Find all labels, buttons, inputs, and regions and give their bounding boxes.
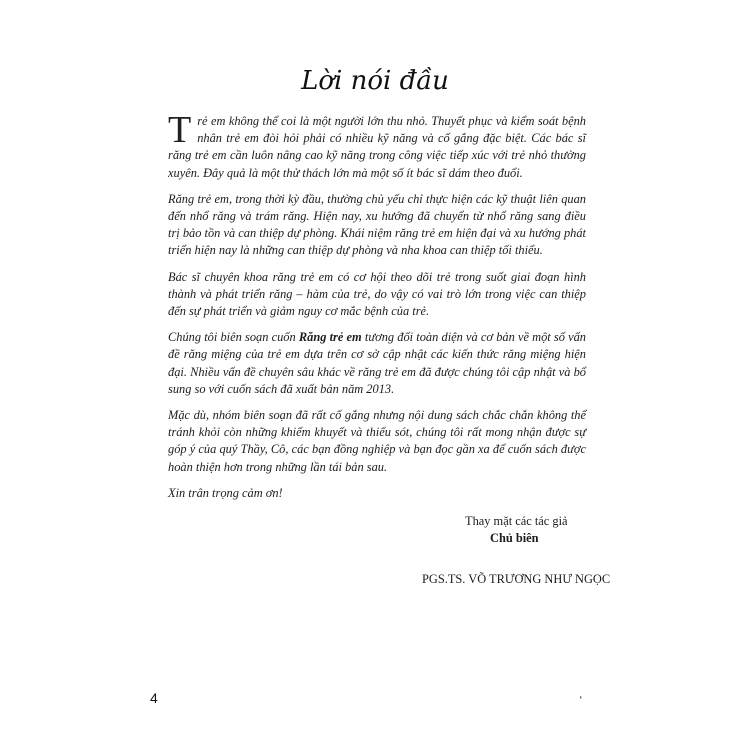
paragraph-5: Mặc dù, nhóm biên soạn đã rất cố gắng nhưng nội dung sách chắc chắn không thể tránh khỏi còn những khiếm khuyết và thiếu sót, chúng tôi rất mong nhận được sự góp ý của quý Thầy, Cô, các bạn đồng nghiệp và bạn đọc gần xa để cuốn sách được hoàn thiện hơn trong những lần tái bản sau. bbox=[168, 408, 586, 474]
book-title-bold: Răng trẻ em bbox=[298, 330, 362, 345]
preface-body bbox=[168, 109, 586, 511]
paragraph-4 bbox=[168, 329, 586, 398]
corner-mark: ʻ bbox=[579, 694, 583, 706]
paragraph-1 bbox=[168, 109, 586, 182]
paragraph-1-text: rẻ em không thể coi là một người lớn thu nhỏ. Thuyết phục và kiểm soát bệnh nhân trẻ em đòi hỏi phải có nhiều kỹ năng và cố gắng đặc biệt. Các bác sĩ răng trẻ em cần luôn nâng cao kỹ năng trong công việc tiếp xúc với trẻ nhỏ thường xuyên. Đây quả là một thử thách lớn mà một số ít bác sĩ dám theo đuổi. bbox=[168, 114, 586, 180]
paragraph-3: Bác sĩ chuyên khoa răng trẻ em có cơ hội theo dõi trẻ trong suốt giai đoạn hình thành và phát triển răng – hàm của trẻ, do vậy có vai trò lớn trong việc can thiệp đến sự phát triển và giảm nguy cơ mắc bệnh của trẻ. bbox=[168, 269, 586, 319]
paragraph-4-lead: Chúng tôi biên soạn cuốn bbox=[168, 330, 299, 345]
page-title: Lời nói đầu bbox=[301, 66, 449, 96]
signature-role: Chủ biên bbox=[490, 531, 539, 545]
page-number: 4 bbox=[150, 690, 158, 706]
paragraph-2: Răng trẻ em, trong thời kỳ đầu, thường chủ yếu chỉ thực hiện các kỹ thuật liên quan đến nhổ răng và trám răng. Hiện nay, xu hướng đã chuyển từ nhổ răng sang điều trị bảo tồn và can thiệp dự phòng. Khái niệm răng trẻ em hiện đại và xu hướng phát triển hiện nay là những can thiệp dự phòng và nha khoa can thiệp tối thiểu. bbox=[168, 191, 586, 258]
drop-cap: T bbox=[168, 109, 192, 151]
paragraph-4-rest: tương đối toàn diện và cơ bản về một số vấn đề răng miệng của trẻ em dựa trên cơ sở cập nhật các kiến thức răng miệng hiện đại. Nhiều vấn đề chuyên sâu khác về răng trẻ em đã được chúng tôi cập nhật và bổ sung so với cuốn sách đã xuất bản năm 2013. bbox=[168, 330, 586, 396]
signature-name: PGS.TS. VÕ TRƯƠNG NHƯ NGỌC bbox=[422, 572, 611, 586]
paragraph-6: Xin trân trọng cảm ơn! bbox=[168, 485, 283, 500]
signature-on-behalf: Thay mặt các tác giả bbox=[465, 514, 568, 528]
